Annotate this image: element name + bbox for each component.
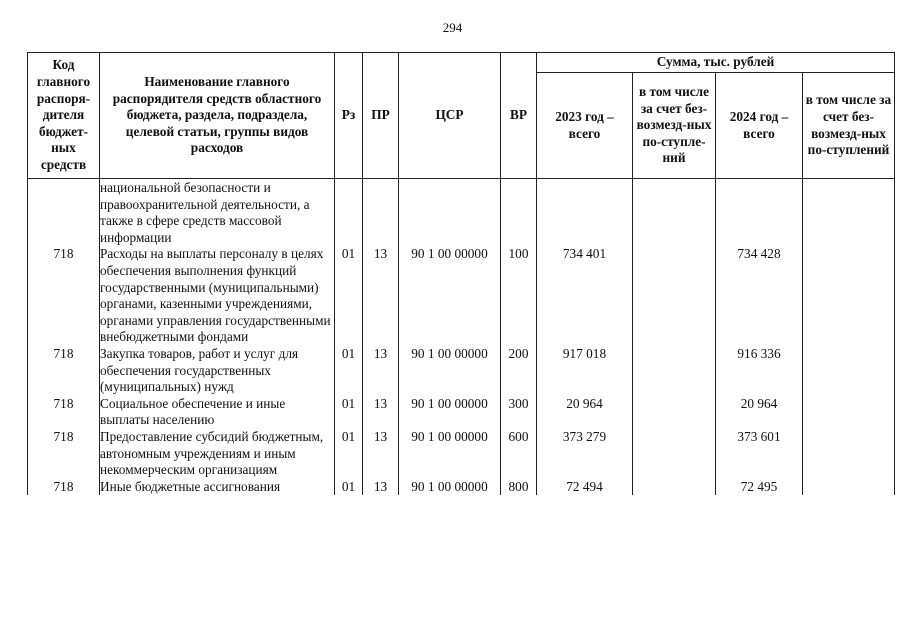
header-2023-free: в том числе за счет без-возмезд-ных по-ступле-ний <box>633 73 716 179</box>
row-free-2023 <box>633 246 716 346</box>
page-number: 294 <box>442 20 463 35</box>
table-row <box>28 246 895 346</box>
row-pr: 13 <box>363 479 399 496</box>
row-rz: 01 <box>335 396 363 429</box>
row-vr: 200 <box>501 346 537 396</box>
row-vr: 800 <box>501 479 537 496</box>
row-free-2023 <box>633 429 716 479</box>
table-row <box>28 346 895 396</box>
table-header <box>28 53 895 179</box>
header-pr: ПР <box>363 53 399 179</box>
header-code: Код главного распоря-дителя бюджет-ных средств <box>28 53 100 179</box>
row-sum-2023: 72 494 <box>537 479 633 496</box>
row-sum-2024: 72 495 <box>716 479 803 496</box>
table-row <box>28 429 895 479</box>
budget-table <box>27 52 895 495</box>
row-code: 718 <box>28 396 100 429</box>
row-name: национальной безопасности и правоохранительной деятельности, а также в сфере средств массовой информации <box>100 179 335 247</box>
header-2024-free: в том числе за счет без-возмезд-ных по-ступлений <box>803 73 895 179</box>
row-csr: 90 1 00 00000 <box>399 346 501 396</box>
row-pr: 13 <box>363 429 399 479</box>
row-free-2024 <box>803 396 895 429</box>
header-sum-group: Сумма, тыс. рублей <box>537 53 895 73</box>
header-vr: ВР <box>501 53 537 179</box>
row-sum-2024: 20 964 <box>716 396 803 429</box>
row-name: Расходы на выплаты персоналу в целях обеспечения выполнения функций государственными (муниципальными) органами, казенными учреждениями, органами управления государственными внебюджетными фондами <box>100 246 335 346</box>
row-sum-2024: 373 601 <box>716 429 803 479</box>
row-code: 718 <box>28 346 100 396</box>
row-sum-2024: 734 428 <box>716 246 803 346</box>
row-pr: 13 <box>363 246 399 346</box>
row-free-2024 <box>803 479 895 496</box>
row-code: 718 <box>28 429 100 479</box>
row-rz: 01 <box>335 429 363 479</box>
row-name: Закупка товаров, работ и услуг для обеспечения государственных (муниципальных) нужд <box>100 346 335 396</box>
row-free-2023 <box>633 479 716 496</box>
header-csr: ЦСР <box>399 53 501 179</box>
header-2023-total: 2023 год – всего <box>537 73 633 179</box>
header-name: Наименование главного распорядителя средств областного бюджета, раздела, подраздела, целевой статьи, группы видов расходов <box>100 53 335 179</box>
row-csr: 90 1 00 00000 <box>399 479 501 496</box>
row-rz: 01 <box>335 479 363 496</box>
row-sum-2023: 373 279 <box>537 429 633 479</box>
table-row <box>28 396 895 429</box>
row-rz: 01 <box>335 246 363 346</box>
header-2024-total: 2024 год – всего <box>716 73 803 179</box>
row-sum-2023: 20 964 <box>537 396 633 429</box>
row-name: Социальное обеспечение и иные выплаты населению <box>100 396 335 429</box>
header-rz: Рз <box>335 53 363 179</box>
row-pr: 13 <box>363 346 399 396</box>
table-body <box>28 179 895 496</box>
row-sum-2024: 916 336 <box>716 346 803 396</box>
row-vr: 300 <box>501 396 537 429</box>
row-csr: 90 1 00 00000 <box>399 396 501 429</box>
table-row <box>28 479 895 496</box>
row-sum-2023: 917 018 <box>537 346 633 396</box>
row-pr: 13 <box>363 396 399 429</box>
row-vr: 600 <box>501 429 537 479</box>
table-row-continuation <box>28 179 895 247</box>
row-name: Предоставление субсидий бюджетным, автономным учреждениям и иным некоммерческим организациям <box>100 429 335 479</box>
row-free-2024 <box>803 246 895 346</box>
row-free-2023 <box>633 396 716 429</box>
row-vr: 100 <box>501 246 537 346</box>
row-free-2023 <box>633 346 716 396</box>
row-free-2024 <box>803 346 895 396</box>
row-free-2024 <box>803 429 895 479</box>
row-csr: 90 1 00 00000 <box>399 429 501 479</box>
row-sum-2023: 734 401 <box>537 246 633 346</box>
row-code: 718 <box>28 246 100 346</box>
row-csr: 90 1 00 00000 <box>399 246 501 346</box>
row-code: 718 <box>28 479 100 496</box>
row-rz: 01 <box>335 346 363 396</box>
row-name: Иные бюджетные ассигнования <box>100 479 335 496</box>
